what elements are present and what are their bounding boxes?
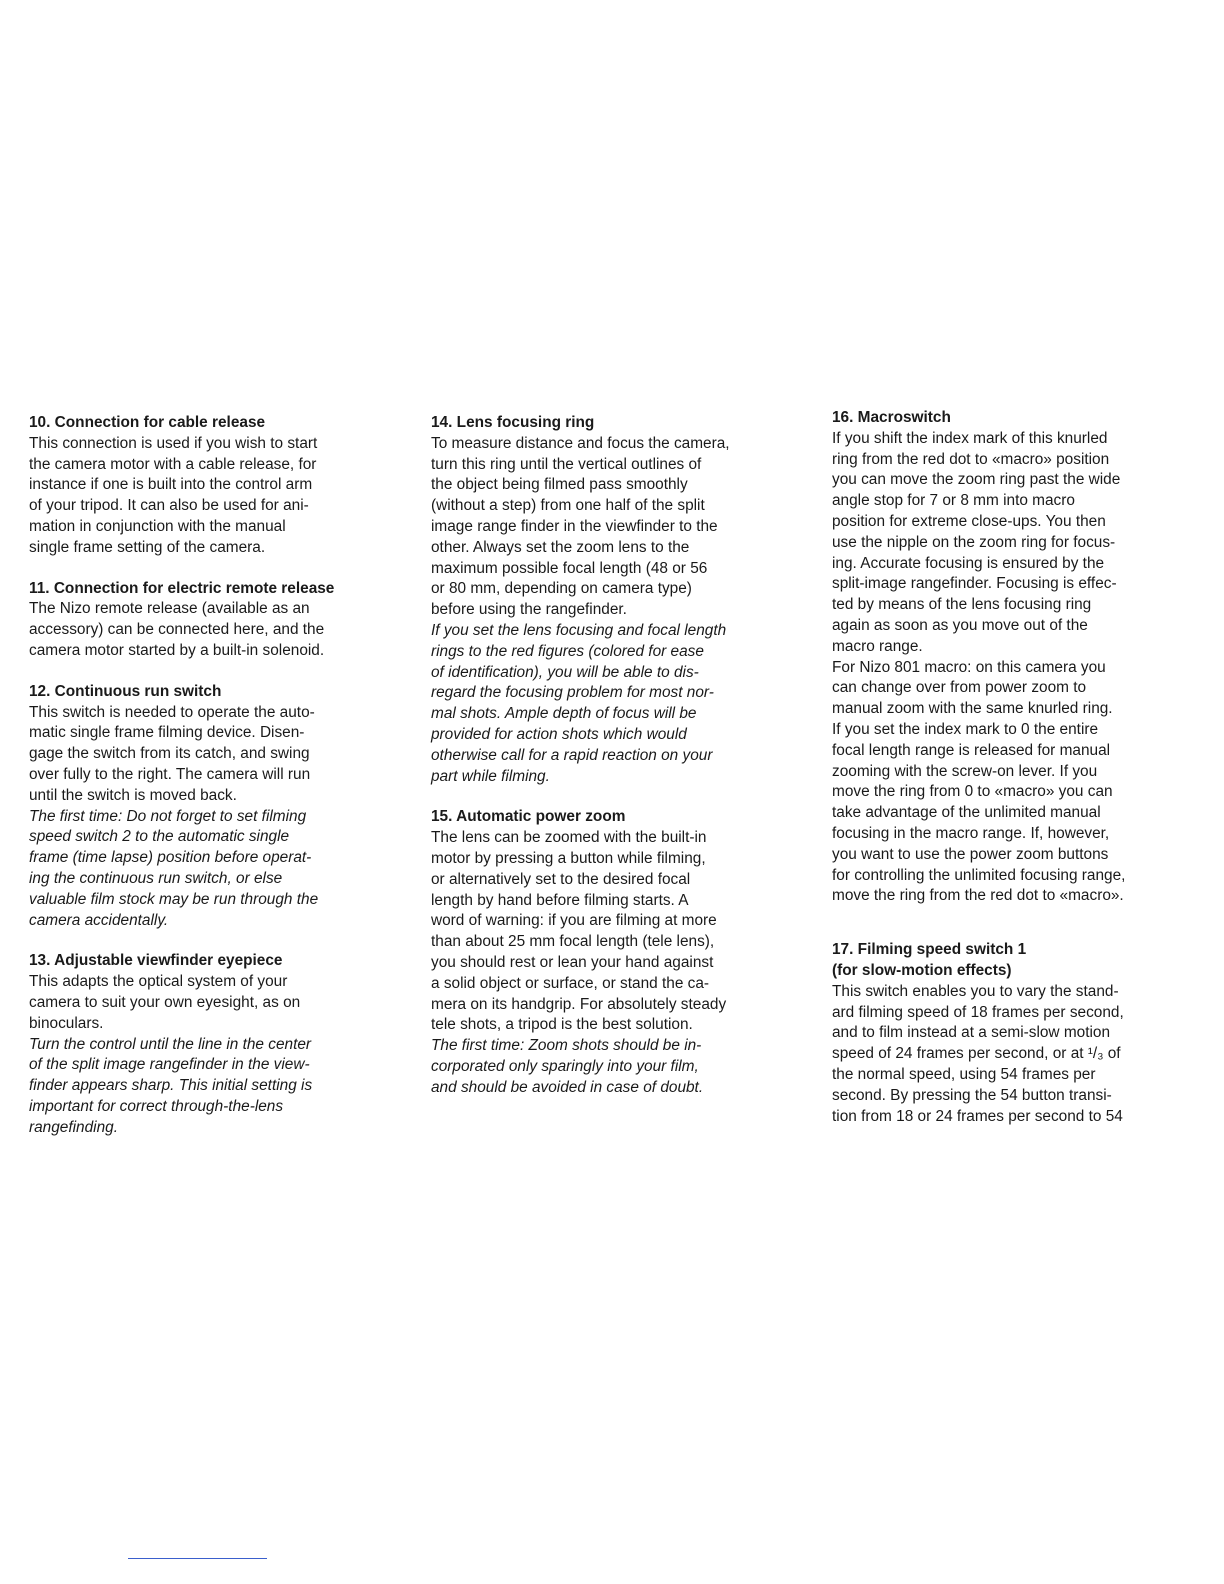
text-column-2 [431,413,803,1099]
section-electric-remote-release [29,579,401,662]
section-continuous-run-switch [29,682,401,932]
section-heading: 16. Macroswitch [832,409,951,426]
section-paragraph: The Nizo remote release (available as an accessory) can be connected here, and the camera motor started by a built-in solenoid. [29,600,325,659]
section-heading: 11. Connection for electric remote release [29,579,335,597]
section-paragraph: If you shift the index mark of this knurled ring from the red dot to «macro» position you can move the zoom ring past the wide angle stop for 7 or 8 mm into macro position for extreme close-ups. You then use the nipple on the zoom ring for focus- ing. Accurate focusing is ensured by the split-image rangefinder. Focusing is effec- ted by means of the lens focusing ring again as soon as you move out of the macro range. [832,429,1121,655]
section-heading: 13. Adjustable viewfinder eyepiece [29,952,283,970]
section-heading: 14. Lens focusing ring [431,414,595,431]
section-automatic-power-zoom [431,807,803,1098]
section-paragraph: This connection is used if you wish to start the camera motor with a cable release, for instance if one is built into the control arm of your tripod. It can also be used for ani- mation in conjunction with the manual single frame setting of the camera. [29,434,318,556]
section-note: The first time: Do not forget to set filming speed switch 2 to the automatic single frame (time lapse) position before operat- ing the continuous run switch, or else valuable film stock may be run through the camera accidentally. [29,807,319,929]
section-paragraph: This switch enables you to vary the stand- ard filming speed of 18 frames per second, and to film instead at a semi-slow motion speed of 24 frames per second, or at ¹/₃ of the normal speed, using 54 frames per second. By pressing the 54 button transi- tion from 18 or 24 frames per second to 54 [832,982,1124,1125]
section-macroswitch [832,408,1212,907]
section-heading: 10. Connection for cable release [29,414,266,431]
section-paragraph: For Nizo 801 macro: on this camera you can change over from power zoom to manual zoom with the same knurled ring. If you set the index mark to 0 the entire focal length range is released for manual zooming with the screw-on lever. If you move the ring from 0 to «macro» you can take advantage of the unlimited manual focusing in the macro range. If, however, you want to use the power zoom buttons for controlling the unlimited focusing range, move the ring from the red dot to «macro». [832,658,1126,905]
section-heading: 12. Continuous run switch [29,682,222,700]
section-filming-speed-switch [832,940,1212,1127]
section-note: If you set the lens focusing and focal length rings to the red figures (colored for ease of identification), you will be able to dis- regard the focusing problem for most nor- mal shots. Ample depth of focus will be provided for action shots which would otherwise call for a rapid reaction on your part while filming. [431,621,727,785]
footer-rule [128,1558,267,1559]
section-note: Turn the control until the line in the center of the split image rangefinder in the view- finder appears sharp. This initial setting is important for correct through-the-lens rangefinding. [29,1035,313,1136]
section-paragraph: This adapts the optical system of your camera to suit your own eyesight, as on binoculars. [29,973,301,1032]
section-paragraph: To measure distance and focus the camera, turn this ring until the vertical outlines of the object being filmed pass smoothly (without a step) from one half of the split image range finder in the viewfinder to the other. Always set the zoom lens to the maximum possible focal length (48 or 56 or 80 mm, depending on camera type) before using the rangefinder. [431,434,730,619]
section-lens-focusing-ring [431,413,803,787]
text-column-1 [29,413,401,1139]
text-column-3 [832,408,1212,1127]
section-paragraph: The lens can be zoomed with the built-in motor by pressing a button while filming, or alternatively set to the desired focal length by hand before filming starts. A word of warning: if you are filming at more than about 25 mm focal length (tele lens), you should rest or lean your hand against a solid object or surface, or stand the ca- mera on its handgrip. For absolutely steady tele shots, a tripod is the best solution. [431,829,727,1034]
section-note: The first time: Zoom shots should be in- corporated only sparingly into your film, and should be avoided in case of doubt. [431,1037,704,1096]
section-viewfinder-eyepiece [29,951,401,1138]
section-cable-release [29,413,401,559]
section-heading: 15. Automatic power zoom [431,808,626,826]
section-heading: 17. Filming speed switch 1 (for slow-motion effects) [832,941,1027,979]
section-paragraph: This switch is needed to operate the auto- matic single frame filming device. Disen- gage the switch from its catch, and swing over fully to the right. The camera will run until the switch is moved back. [29,703,315,804]
